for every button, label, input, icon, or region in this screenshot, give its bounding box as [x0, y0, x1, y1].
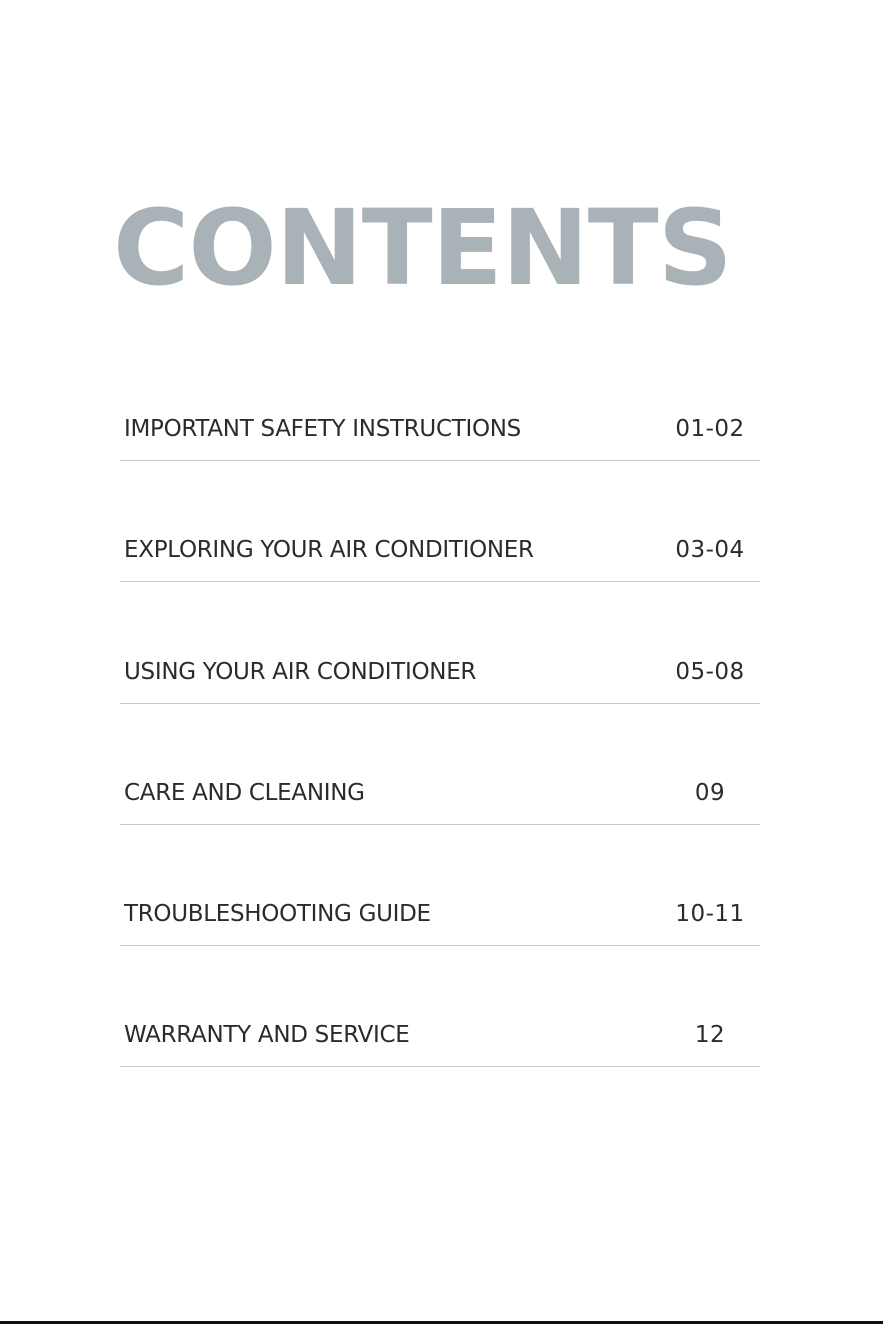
toc-entry[interactable] — [120, 895, 760, 946]
toc-entry[interactable] — [120, 1016, 760, 1067]
toc-entry[interactable] — [120, 531, 760, 582]
toc-entry[interactable] — [120, 653, 760, 704]
toc-entry-label: TROUBLESHOOTING GUIDE — [124, 901, 431, 927]
toc-entry-label: IMPORTANT SAFETY INSTRUCTIONS — [124, 416, 521, 442]
toc-entry[interactable] — [120, 410, 760, 461]
page-title: CONTENTS — [113, 187, 732, 309]
toc-entry-pages: 03-04 — [675, 537, 745, 563]
toc-entry-label: CARE AND CLEANING — [124, 780, 365, 806]
toc-entry-pages: 01-02 — [675, 416, 745, 442]
toc-entry-pages: 12 — [694, 1022, 726, 1048]
toc-entry-label: WARRANTY AND SERVICE — [124, 1022, 410, 1048]
toc-entry[interactable] — [120, 774, 760, 825]
toc-entry-label: USING YOUR AIR CONDITIONER — [124, 659, 477, 685]
toc-entry-pages: 10-11 — [675, 901, 745, 927]
table-of-contents — [120, 0, 760, 1324]
toc-entry-pages: 05-08 — [675, 659, 745, 685]
toc-entry-pages: 09 — [694, 780, 726, 806]
toc-entry-label: EXPLORING YOUR AIR CONDITIONER — [124, 537, 534, 563]
